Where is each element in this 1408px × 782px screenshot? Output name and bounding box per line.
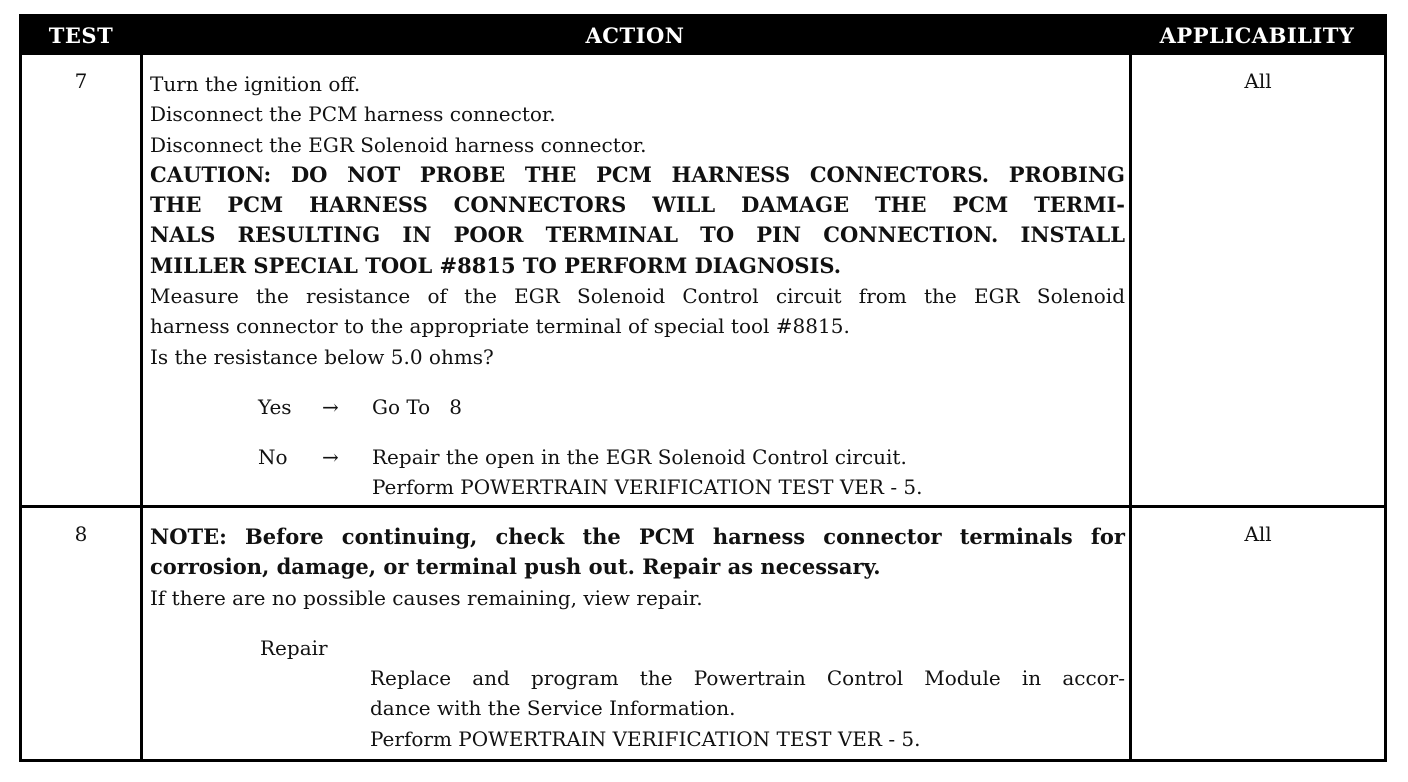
test-number: 8 (74, 522, 88, 546)
action-cell (150, 522, 1125, 754)
diagnostic-table (19, 14, 1387, 762)
no-action-continued: Perform POWERTRAIN VERIFICATION TEST VER - 5. (372, 474, 923, 499)
caution-line: CAUTION: DO NOT PROBE THE PCM HARNESS CONNECTORS. PROBING (150, 161, 1125, 187)
arrow-icon: → (322, 444, 339, 469)
yes-label: Yes (258, 394, 292, 419)
action-line: If there are no possible causes remaining, view repair. (150, 585, 703, 610)
action-line: Disconnect the PCM harness connector. (150, 102, 556, 127)
repair-line: dance with the Service Information. (370, 696, 736, 721)
repair-line: Perform POWERTRAIN VERIFICATION TEST VER - 5. (370, 726, 921, 751)
action-cell (150, 69, 1125, 502)
caution-line: MILLER SPECIAL TOOL #8815 TO PERFORM DIAGNOSIS. (150, 252, 842, 278)
measure-line: Measure the resistance of the EGR Solenoid Control circuit from the EGR Solenoid (150, 284, 1125, 309)
no-branch (150, 442, 1125, 472)
no-label: No (258, 444, 288, 469)
yes-action: Go To 8 (372, 394, 462, 419)
action-line: Turn the ignition off. (150, 72, 361, 96)
header-action: ACTION (585, 23, 685, 48)
caution-line: NALS RESULTING IN POOR TERMINAL TO PIN CONNECTION. INSTALL (150, 222, 1125, 248)
repair-label: Repair (260, 635, 328, 660)
repair-line: Replace and program the Powertrain Control Module in accor- (370, 666, 1125, 691)
test-number: 7 (74, 69, 88, 93)
applicability-value: All (1244, 522, 1272, 546)
header-test: TEST (48, 23, 114, 48)
caution-line: THE PCM HARNESS CONNECTORS WILL DAMAGE THE PCM TERMI- (150, 192, 1125, 218)
measure-line: harness connector to the appropriate terminal of special tool #8815. (150, 314, 850, 339)
note-line: corrosion, damage, or terminal push out. Repair as necessary. (150, 554, 881, 580)
question-line: Is the resistance below 5.0 ohms? (150, 344, 494, 369)
no-action: Repair the open in the EGR Solenoid Control circuit. (372, 444, 907, 469)
arrow-icon: → (322, 394, 339, 419)
note-line: NOTE: Before continuing, check the PCM harness connector terminals for (150, 524, 1125, 549)
table-row (22, 508, 1384, 759)
table-row (22, 55, 1384, 505)
action-line: Disconnect the EGR Solenoid harness connector. (150, 132, 647, 157)
header-applicability: APPLICABILITY (1159, 23, 1355, 48)
yes-branch (150, 392, 1125, 422)
applicability-value: All (1244, 69, 1272, 93)
table-header (22, 17, 1384, 55)
